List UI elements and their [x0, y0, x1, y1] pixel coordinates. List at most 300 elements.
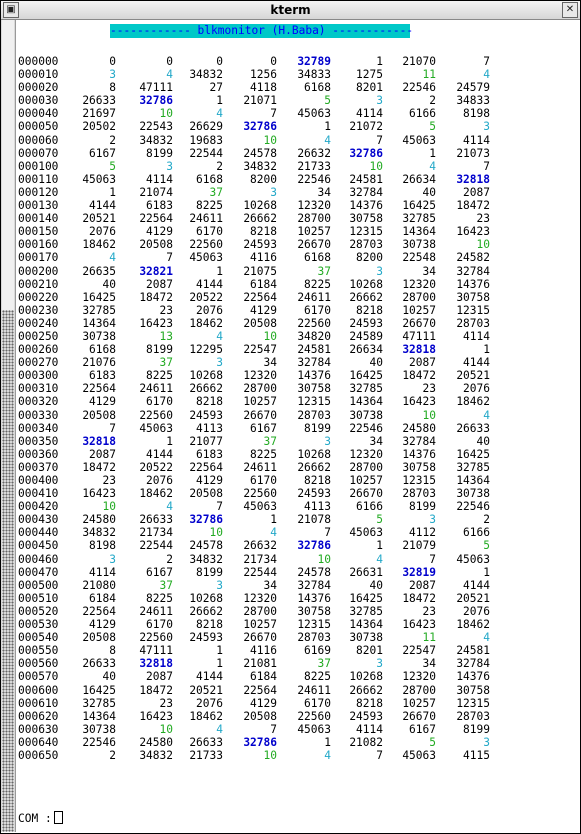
dump-row: [18, 631, 578, 644]
dump-row: [18, 160, 578, 173]
dump-value: 8225: [196, 199, 223, 213]
dump-address: 000240: [18, 316, 59, 330]
dump-value: 10268: [349, 277, 383, 291]
dump-value: 45063: [189, 251, 223, 265]
dump-value: 22548: [402, 251, 436, 265]
dump-value: 3: [376, 94, 383, 108]
dump-row: [18, 68, 578, 81]
dump-value: 3: [216, 356, 223, 370]
dump-value: 8218: [196, 618, 223, 632]
dump-value: 4: [216, 107, 223, 121]
dump-value: 10257: [243, 618, 277, 632]
dump-value: 1: [216, 264, 223, 278]
dump-value: 8218: [356, 303, 383, 317]
dump-value: 34833: [297, 68, 331, 82]
dump-value: 24579: [456, 81, 490, 95]
dump-value: 26670: [243, 631, 277, 645]
dump-value: 32785: [82, 303, 116, 317]
dump-value: 32821: [139, 264, 173, 278]
dump-value: 21070: [402, 55, 436, 68]
dump-address: 000140: [18, 212, 59, 226]
dump-value: 3: [483, 120, 490, 134]
dump-value: 32818: [139, 657, 173, 671]
dump-value: 7: [483, 159, 490, 173]
dump-value: 4129: [89, 618, 116, 632]
dump-value: 6170: [304, 303, 331, 317]
dump-row: [18, 199, 578, 212]
dump-value: 37: [317, 657, 331, 671]
dump-value: 4: [483, 68, 490, 82]
title-bar[interactable]: [1, 1, 580, 20]
dump-value: 1275: [356, 68, 383, 82]
dump-value: 26633: [82, 657, 116, 671]
dump-value: 40: [422, 185, 436, 199]
dump-value: 30758: [456, 290, 490, 304]
dump-row: [18, 212, 578, 225]
dump-value: 34832: [189, 552, 223, 566]
dump-value: 4114: [463, 133, 490, 147]
dump-value: 18472: [402, 369, 436, 383]
dump-value: 8200: [250, 172, 277, 186]
dump-value: 32784: [456, 264, 490, 278]
dump-value: 21071: [243, 94, 277, 108]
dump-value: 10: [159, 107, 173, 121]
dump-value: 10268: [189, 591, 223, 605]
dump-value: 22564: [82, 382, 116, 396]
dump-value: 6167: [89, 146, 116, 160]
dump-value: 26632: [243, 539, 277, 553]
dump-value: 4129: [89, 395, 116, 409]
dump-value: 26633: [189, 735, 223, 749]
dump-value: 2087: [409, 578, 436, 592]
scrollbar-track[interactable]: [2, 310, 14, 832]
dump-value: 22544: [243, 565, 277, 579]
dump-value: 6168: [304, 251, 331, 265]
dump-value: 18462: [139, 487, 173, 501]
dump-value: 8218: [250, 225, 277, 239]
dump-value: 28703: [297, 408, 331, 422]
dump-value: 1: [376, 539, 383, 553]
dump-row: [18, 186, 578, 199]
dump-value: 5: [483, 539, 490, 553]
dump-value: 8218: [356, 696, 383, 710]
dump-value: 4: [109, 251, 116, 265]
dump-value: 1: [324, 120, 331, 134]
dump-value: 4112: [409, 526, 436, 540]
dump-address: 000350: [18, 434, 59, 448]
dump-address: 000620: [18, 709, 59, 723]
dump-value: 12320: [243, 591, 277, 605]
dump-value: 32784: [297, 356, 331, 370]
dump-value: 26635: [82, 264, 116, 278]
dump-value: 45063: [297, 722, 331, 736]
dump-value: 6170: [304, 696, 331, 710]
dump-value: 32818: [82, 434, 116, 448]
dump-value: 2: [216, 159, 223, 173]
dump-value: 6184: [89, 591, 116, 605]
dump-value: 4: [483, 408, 490, 422]
close-icon[interactable]: ✕: [562, 2, 578, 18]
window-menu-icon[interactable]: ▣: [3, 2, 19, 18]
dump-address: 000060: [18, 133, 59, 147]
dump-value: 4113: [196, 421, 223, 435]
dump-value: 4144: [196, 670, 223, 684]
dump-value: 4: [324, 748, 331, 762]
dump-value: 32819: [402, 565, 436, 579]
dump-value: 6183: [146, 199, 173, 213]
prompt-label: COM :: [18, 812, 52, 825]
dump-row: [18, 539, 578, 552]
dump-value: 10257: [402, 696, 436, 710]
dump-value: 24580: [139, 735, 173, 749]
dump-value: 24581: [349, 172, 383, 186]
dump-value: 24581: [297, 343, 331, 357]
dump-value: 14376: [297, 369, 331, 383]
dump-value: 34: [263, 578, 277, 592]
dump-value: 1: [483, 343, 490, 357]
dump-value: 8199: [409, 500, 436, 514]
dump-row: [18, 291, 578, 304]
dump-value: 8225: [304, 277, 331, 291]
dump-value: 11: [422, 631, 436, 645]
dump-value: 22560: [139, 408, 173, 422]
dump-value: 8218: [196, 395, 223, 409]
dump-value: 18462: [456, 395, 490, 409]
dump-value: 20508: [82, 408, 116, 422]
dump-value: 12315: [297, 395, 331, 409]
dump-value: 34: [263, 356, 277, 370]
dump-row: [18, 55, 578, 68]
dump-address: 000330: [18, 408, 59, 422]
dump-value: 16425: [82, 290, 116, 304]
dump-value: 14364: [349, 618, 383, 632]
dump-value: 14376: [456, 670, 490, 684]
dump-value: 8199: [304, 421, 331, 435]
dump-value: 21078: [297, 513, 331, 527]
command-prompt[interactable]: [18, 811, 63, 825]
dump-value: 22560: [189, 238, 223, 252]
dump-value: 40: [476, 434, 490, 448]
dump-value: 22560: [297, 709, 331, 723]
dump-value: 26633: [456, 421, 490, 435]
dump-value: 7: [109, 421, 116, 435]
dump-value: 6170: [146, 395, 173, 409]
dump-value: 8199: [146, 343, 173, 357]
dump-address: 000210: [18, 277, 59, 291]
dump-value: 14364: [349, 395, 383, 409]
dump-row: [18, 81, 578, 94]
dump-value: 6167: [250, 421, 277, 435]
dump-value: 26629: [189, 120, 223, 134]
dump-row: [18, 304, 578, 317]
dump-value: 1: [166, 434, 173, 448]
dump-value: 24593: [189, 631, 223, 645]
dump-value: 4129: [196, 474, 223, 487]
dump-value: 10268: [349, 670, 383, 684]
dump-row: [18, 684, 578, 697]
dump-value: 28700: [243, 382, 277, 396]
dump-value: 22546: [402, 81, 436, 95]
dump-row: [18, 369, 578, 382]
dump-value: 7: [376, 133, 383, 147]
scrollbar-thumb[interactable]: [2, 20, 14, 310]
dump-value: 12315: [402, 474, 436, 487]
dump-value: 47111: [139, 644, 173, 658]
dump-value: 4144: [463, 578, 490, 592]
dump-value: 26662: [243, 212, 277, 226]
dump-value: 16423: [139, 316, 173, 330]
dump-value: 2076: [463, 382, 490, 396]
dump-value: 21733: [189, 748, 223, 762]
dump-value: 28703: [456, 709, 490, 723]
dump-value: 12315: [456, 303, 490, 317]
dump-row: [18, 513, 578, 526]
dump-value: 34: [369, 434, 383, 448]
dump-value: 13: [159, 329, 173, 343]
dump-address: 000360: [18, 447, 59, 461]
dump-value: 6170: [250, 474, 277, 487]
dump-value: 26662: [349, 683, 383, 697]
dump-value: 26634: [402, 172, 436, 186]
dump-value: 10257: [297, 225, 331, 239]
dump-value: 21734: [139, 526, 173, 540]
dump-value: 32785: [456, 460, 490, 474]
dump-value: 12320: [243, 369, 277, 383]
dump-address: 000550: [18, 644, 59, 658]
dump-value: 8198: [89, 539, 116, 553]
dump-value: 8199: [196, 565, 223, 579]
dump-value: 10: [317, 552, 331, 566]
dump-value: 23: [422, 382, 436, 396]
dump-value: 8225: [304, 670, 331, 684]
dump-value: 34: [422, 657, 436, 671]
dump-value: 20508: [243, 316, 277, 330]
dump-address: 000150: [18, 225, 59, 239]
dump-value: 34820: [297, 329, 331, 343]
dump-value: 23: [159, 696, 173, 710]
dump-address: 000560: [18, 657, 59, 671]
dump-value: 28700: [402, 683, 436, 697]
dump-address: 000420: [18, 500, 59, 514]
dump-value: 4116: [250, 251, 277, 265]
dump-value: 4: [216, 329, 223, 343]
dump-value: 24611: [139, 382, 173, 396]
dump-address: 000160: [18, 238, 59, 252]
dump-value: 23: [422, 604, 436, 618]
dump-value: 8218: [304, 474, 331, 487]
dump-value: 8225: [146, 591, 173, 605]
dump-value: 30738: [82, 722, 116, 736]
dump-value: 32789: [297, 55, 331, 68]
dump-row: [18, 579, 578, 592]
dump-value: 10: [159, 722, 173, 736]
dump-value: 6170: [146, 618, 173, 632]
dump-value: 6183: [89, 369, 116, 383]
dump-value: 4: [483, 631, 490, 645]
dump-value: 1: [216, 94, 223, 108]
dump-value: 6168: [89, 343, 116, 357]
dump-value: 12320: [402, 670, 436, 684]
dump-value: 2087: [146, 277, 173, 291]
dump-value: 10: [476, 238, 490, 252]
dump-address: 000130: [18, 199, 59, 213]
dump-value: 5: [376, 513, 383, 527]
dump-value: 4129: [146, 225, 173, 239]
dump-value: 16423: [456, 225, 490, 239]
dump-address: 000260: [18, 343, 59, 357]
dump-address: 000020: [18, 81, 59, 95]
dump-value: 26662: [297, 460, 331, 474]
dump-value: 7: [429, 552, 436, 566]
dump-address: 000520: [18, 604, 59, 618]
dump-value: 32786: [139, 94, 173, 108]
dump-value: 4144: [463, 356, 490, 370]
dump-value: 6184: [250, 277, 277, 291]
dump-value: 21077: [189, 434, 223, 448]
dump-value: 24611: [297, 290, 331, 304]
dump-value: 21072: [349, 120, 383, 134]
dump-address: 000370: [18, 460, 59, 474]
dump-value: 18472: [402, 591, 436, 605]
dump-value: 32785: [82, 696, 116, 710]
dump-value: 6168: [196, 172, 223, 186]
dump-value: 40: [369, 578, 383, 592]
dump-value: 8201: [356, 644, 383, 658]
dump-row: [18, 147, 578, 160]
dump-value: 22543: [139, 120, 173, 134]
dump-value: 12295: [189, 343, 223, 357]
dump-value: 22544: [189, 146, 223, 160]
dump-value: 24611: [139, 604, 173, 618]
dump-value: 22547: [402, 644, 436, 658]
dump-value: 5: [324, 94, 331, 108]
dump-value: 1: [216, 644, 223, 658]
dump-value: 37: [159, 356, 173, 370]
dump-value: 6166: [463, 526, 490, 540]
dump-value: 7: [324, 526, 331, 540]
dump-value: 28703: [349, 238, 383, 252]
dump-value: 47111: [402, 329, 436, 343]
terminal-screen[interactable]: [18, 22, 578, 830]
dump-value: 30738: [402, 238, 436, 252]
dump-row: [18, 566, 578, 579]
dump-value: 14364: [402, 225, 436, 239]
dump-value: 45063: [139, 421, 173, 435]
dump-value: 6184: [250, 670, 277, 684]
dump-address: 000410: [18, 487, 59, 501]
dump-value: 20522: [189, 290, 223, 304]
dump-value: 4: [166, 500, 173, 514]
text-cursor: [54, 811, 63, 824]
dump-value: 7: [216, 500, 223, 514]
dump-row: [18, 317, 578, 330]
dump-value: 30758: [402, 460, 436, 474]
dump-value: 27: [209, 81, 223, 95]
dump-value: 2: [483, 513, 490, 527]
dump-value: 45063: [82, 172, 116, 186]
dump-value: 4: [270, 526, 277, 540]
dump-address: 000570: [18, 670, 59, 684]
dump-value: 6167: [146, 565, 173, 579]
dump-value: 1: [216, 657, 223, 671]
dump-value: 3: [216, 578, 223, 592]
dump-value: 10: [263, 329, 277, 343]
dump-value: 26632: [297, 146, 331, 160]
dump-value: 37: [209, 185, 223, 199]
dump-value: 6166: [356, 500, 383, 514]
dump-value: 30758: [456, 683, 490, 697]
dump-address: 000220: [18, 290, 59, 304]
dump-value: 16425: [349, 591, 383, 605]
dump-value: 24580: [402, 421, 436, 435]
dump-address: 000200: [18, 264, 59, 278]
dump-value: 26633: [82, 94, 116, 108]
dump-value: 16423: [402, 395, 436, 409]
dump-value: 2076: [196, 303, 223, 317]
dump-value: 32786: [243, 120, 277, 134]
dump-value: 19683: [189, 133, 223, 147]
dump-value: 24593: [189, 408, 223, 422]
dump-value: 22564: [189, 460, 223, 474]
dump-value: 18472: [139, 683, 173, 697]
dump-address: 000630: [18, 722, 59, 736]
dump-value: 12320: [402, 277, 436, 291]
dump-address: 000170: [18, 251, 59, 265]
dump-value: 20502: [82, 120, 116, 134]
scrollbar[interactable]: [1, 20, 16, 832]
dump-value: 22564: [139, 212, 173, 226]
dump-value: 1256: [250, 68, 277, 82]
dump-value: 1: [324, 735, 331, 749]
dump-value: 6167: [409, 722, 436, 736]
dump-value: 4115: [463, 748, 490, 762]
dump-value: 16423: [82, 487, 116, 501]
dump-address: 000230: [18, 303, 59, 317]
dump-address: 000040: [18, 107, 59, 121]
dump-value: 4129: [250, 696, 277, 710]
dump-value: 20521: [82, 212, 116, 226]
dump-value: 12320: [349, 447, 383, 461]
dump-address: 000340: [18, 421, 59, 435]
dump-value: 10257: [349, 474, 383, 487]
dump-value: 34832: [139, 748, 173, 762]
dump-address: 000610: [18, 696, 59, 710]
dump-value: 30738: [349, 631, 383, 645]
dump-value: 22547: [243, 343, 277, 357]
dump-value: 34832: [82, 526, 116, 540]
dump-value: 26662: [189, 382, 223, 396]
dump-value: 24580: [82, 513, 116, 527]
dump-address: 000540: [18, 631, 59, 645]
dump-value: 1: [429, 146, 436, 160]
dump-value: 3: [429, 513, 436, 527]
dump-value: 47111: [139, 81, 173, 95]
dump-value: 7: [483, 55, 490, 68]
dump-value: 21074: [139, 185, 173, 199]
dump-address: 000010: [18, 68, 59, 82]
dump-row: [18, 356, 578, 369]
dump-value: 6170: [196, 225, 223, 239]
dump-value: 8: [109, 81, 116, 95]
dump-value: 20521: [456, 591, 490, 605]
dump-row: [18, 605, 578, 618]
dump-value: 20521: [189, 683, 223, 697]
dump-value: 32784: [349, 185, 383, 199]
dump-value: 8199: [463, 722, 490, 736]
dump-value: 8201: [356, 81, 383, 95]
dump-row: [18, 120, 578, 133]
dump-value: 34833: [456, 94, 490, 108]
